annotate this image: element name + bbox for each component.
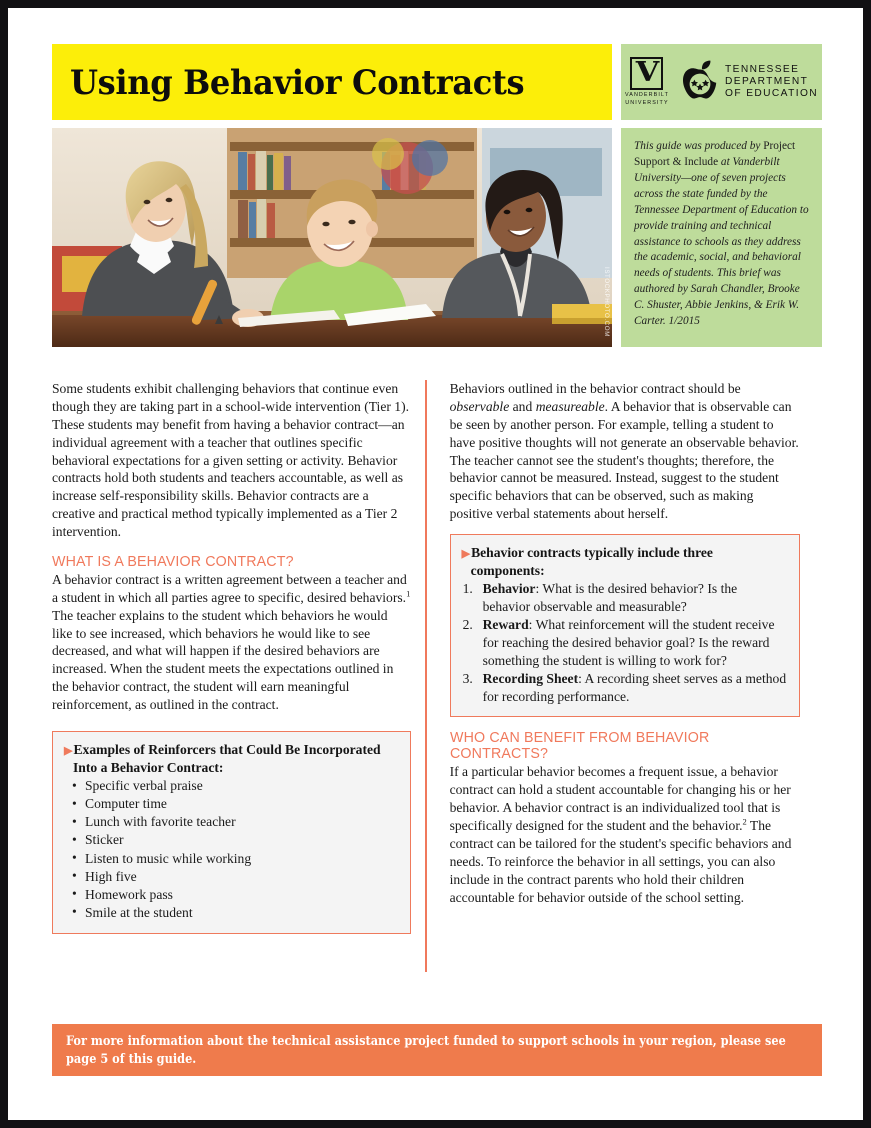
heading-what-is-a-behavior-contract: WHAT IS A BEHAVIOR CONTRACT? [52, 553, 294, 570]
who-can-benefit-paragraph [450, 763, 800, 906]
vanderbilt-v-glyph: V [635, 57, 659, 89]
list-item: • Specific verbal praise [64, 777, 399, 795]
list-item: • High five [64, 868, 399, 886]
vanderbilt-v-icon [630, 57, 663, 90]
component-label: Recording Sheet [482, 670, 579, 686]
tn-doe-line-3: OF EDUCATION [725, 87, 819, 99]
list-item [462, 670, 788, 706]
obs-text-a: Behaviors outlined in the behavior contract should be [449, 381, 741, 396]
what-is-text-a: A behavior contract is a written agreement between a teacher and a student in which all parties agree to specific, desired behaviors. [52, 571, 407, 605]
component-label: Behavior [482, 581, 536, 597]
note-part-3: at Vanderbilt University—one of seven projects across the state funded by the Tennessee Department of Education to provide training and technical assistance to schools as they address the academic, social, and behavioral needs of students. This brief was authored by Sarah Chandler, Brooke C. Shuster, Abbie Jenkins, & Erik W. Carter. 1/2015 [634, 155, 809, 328]
footer-banner [52, 1024, 822, 1076]
list-item [462, 580, 788, 616]
components-list [462, 580, 788, 705]
photo-credit-watermark: ISTOCKPHOTO.COM [603, 267, 610, 337]
component-text: : What reinforcement will the student receive for reaching the desired behavior goal? Is the reward something the student is willing to work for? [482, 617, 775, 668]
publisher-note-text [634, 139, 810, 330]
what-is-text-b: The teacher explains to the student which behaviors he would like to see increased, which behaviors he would like to see decreased, and what will happen if the desired behaviors are increased. When the student meets the expectations outlined in the behavior contract, the student will earn meaningful reinforcement, as outlined in the contract. [52, 607, 394, 712]
reinforcers-callout-heading [64, 741, 399, 776]
header-photo [52, 128, 612, 347]
what-is-paragraph [52, 571, 411, 714]
benefit-text-b: The contract can be tailored for the student's specific behaviors and needs. To reinforce the behavior in all settings, you can also include in the contract parents who hold their children accountable for behavior outside of the school setting. [449, 818, 792, 905]
three-components-callout-box [450, 534, 800, 717]
components-heading-text: Behavior contracts typically include three components: [470, 545, 713, 578]
vanderbilt-wordmark [625, 92, 669, 107]
tn-doe-line-1: TENNESSEE [725, 64, 800, 76]
list-item: • Sticker [64, 831, 399, 849]
body-columns [52, 380, 822, 972]
list-item: • Smile at the student [64, 904, 399, 922]
obs-text-b: and [509, 398, 536, 414]
benefit-text-a: If a particular behavior becomes a frequent issue, a behavior contract can hold a student accountable for changing his or her behavior. A behavior contract is an individualized tool that is specifically designed for the student and the behavior. [449, 764, 791, 834]
tn-doe-line-2: DEPARTMENT [725, 76, 809, 88]
triangle-marker-icon: ▶ [461, 548, 471, 560]
reinforcers-list [64, 777, 399, 922]
reinforcers-callout-box [52, 731, 411, 934]
footnote-ref-2: 2 [742, 816, 747, 827]
vanderbilt-line-1: VANDERBILT [624, 92, 670, 99]
note-part-2: Project Support & Include [634, 140, 796, 168]
reinforcers-heading-text: Examples of Reinforcers that Could Be Incorporated Into a Behavior Contract: [73, 741, 381, 775]
list-item: • Listen to music while working [64, 850, 399, 868]
list-item: • Lunch with favorite teacher [64, 813, 399, 831]
observable-measureable-paragraph [450, 380, 800, 523]
list-item [462, 616, 788, 670]
component-text: : What is the desired behavior? Is the behavior observable and measurable? [482, 581, 738, 615]
footer-text: For more information about the technical assistance project funded to support schools in your region, please see page 5 of this guide. [66, 1033, 786, 1066]
component-text: : A recording sheet serves as a method for recording performance. [482, 670, 787, 704]
list-item: • Homework pass [64, 886, 399, 904]
intro-paragraph: Some students exhibit challenging behaviors that continue even though they are taking part in a school-wide intervention (Tier 1). These students may benefit from having a behavior contract—an individual agreement with a teacher that outlines specific behavioral expectations for a given setting or activity. Behavior contracts hold both students and teachers accountable, as well as increase self-responsibility skills. Behavior contracts are a creative and practical method typically implemented as a Tier 2 intervention. [52, 381, 410, 539]
left-column [52, 380, 425, 972]
document-page [8, 8, 863, 1120]
tennessee-doe-logo [679, 60, 818, 104]
classroom-photo-illustration [52, 128, 612, 347]
list-item: • Computer time [64, 795, 399, 813]
italic-observable: observable [449, 398, 510, 414]
title-banner [52, 44, 612, 120]
tennessee-doe-wordmark [725, 64, 818, 99]
italic-measureable: measureable [535, 398, 605, 414]
obs-text-c: . A behavior that is observable can be seen by another person. For example, telling a student to have positive thoughts will not generate an observable behavior. The teacher cannot see the student's thoughts; therefore, the behavior cannot be measured. Instead, suggest to the student specific behaviors that can be observed, such as making positive verbal statements about herself. [449, 398, 799, 522]
components-callout-heading [462, 544, 788, 579]
right-column [427, 380, 800, 972]
heading-who-can-benefit: WHO CAN BENEFIT FROM BEHAVIOR CONTRACTS? [449, 730, 710, 763]
publisher-note-box [621, 128, 822, 347]
apple-tristar-icon [679, 60, 721, 104]
media-row [52, 128, 822, 347]
vanderbilt-line-2: UNIVERSITY [625, 99, 669, 106]
triangle-marker-icon: ▶ [64, 744, 73, 757]
component-label: Reward [482, 617, 529, 633]
note-part-1: This guide was produced by [634, 140, 764, 152]
logo-banner [621, 44, 822, 120]
document-header [52, 44, 822, 120]
vanderbilt-logo [625, 57, 669, 107]
footnote-ref-1: 1 [406, 588, 411, 599]
page-title: Using Behavior Contracts [70, 62, 525, 102]
